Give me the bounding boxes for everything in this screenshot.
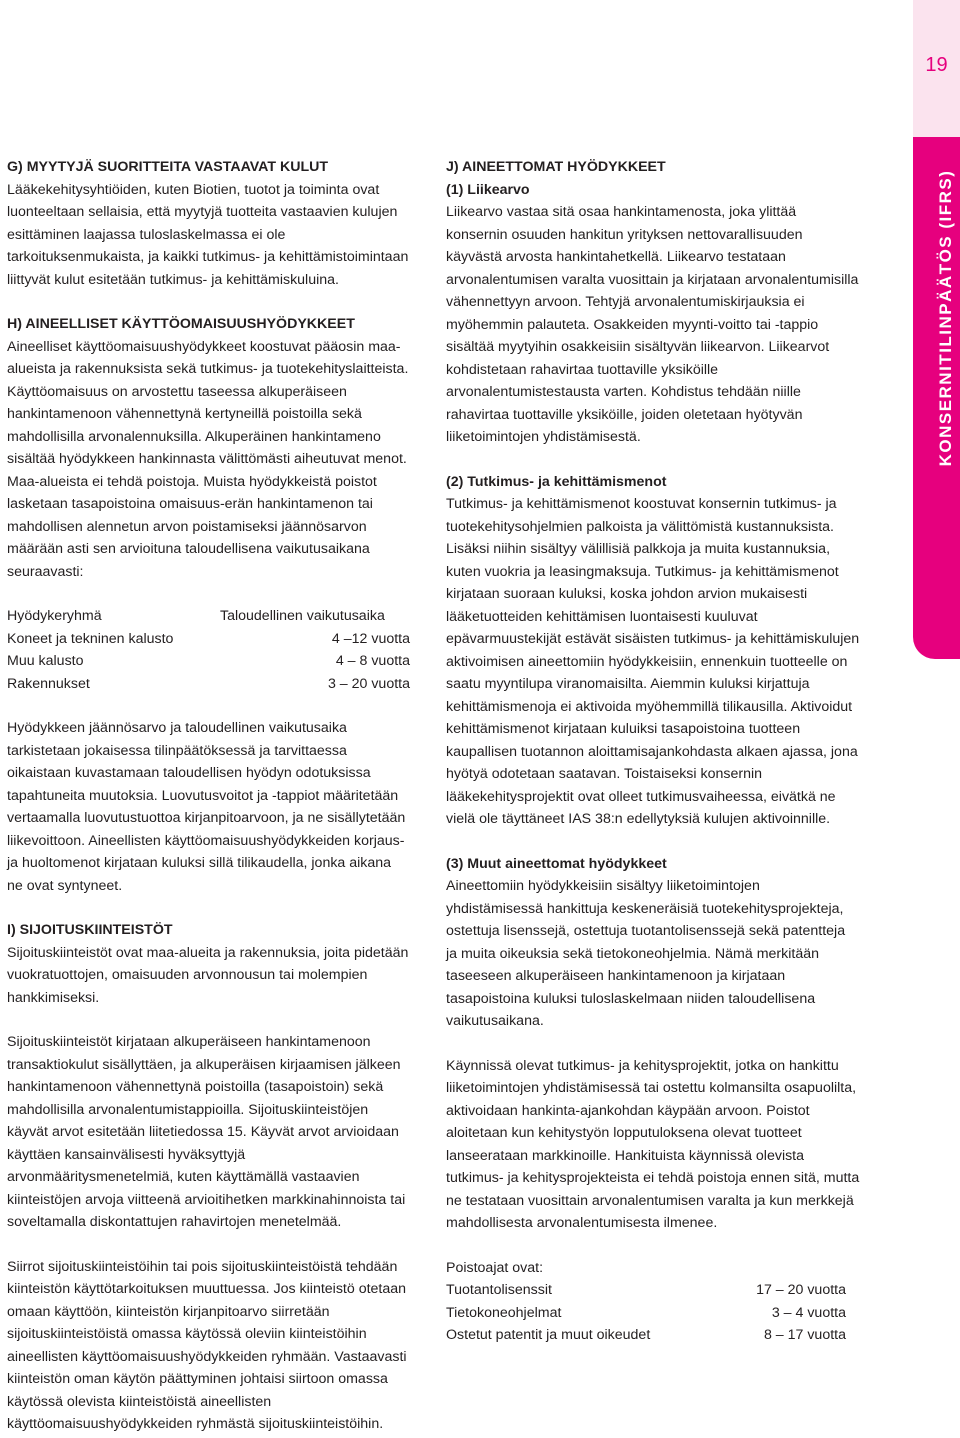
- table-cell: Tietokoneohjelmat: [446, 1304, 562, 1321]
- table-cell: 3 – 20 vuotta: [327, 675, 410, 692]
- table-cell: Tuotantolisenssit: [446, 1282, 552, 1298]
- left-column: [7, 156, 410, 1436]
- heading-i: I) SIJOITUSKIINTEISTÖT: [7, 922, 173, 938]
- table-cell: 4 –12 vuotta: [331, 630, 410, 647]
- table-cell: 3 – 4 vuotta: [771, 1304, 846, 1321]
- heading-j: J) AINEETTOMAT HYÖDYKKEET: [446, 159, 666, 175]
- table-row: [446, 1279, 860, 1302]
- paragraph-g: Lääkekehitysyhtiöiden, kuten Biotien, tuotot ja toiminta ovat luonteeltaan sellaisia, että myytyjä tuotteita vastaavien kulujen esittäminen laajassa tuloslaskelmassa ei ole tarkoituksenmukaista, ja kaikki tutkimus- ja kehittämistoimintaan liittyvät kulut esitetään tutkimus- ja kehittämiskuluina.: [7, 181, 409, 288]
- table-cell: 17 – 20 vuotta: [756, 1282, 846, 1298]
- heading-j1: (1) Liikearvo: [446, 181, 530, 198]
- paragraph-j2: Tutkimus- ja kehittämismenot koostuvat konsernin tutkimus- ja tuotekehitysohjelmien palkoista ja välittömistä kustannuksista. Lisäksi niihin sisältyy välillisiä palkkoja ja muita kustannuksia, kuten vuokria ja leasingmaksuja. Tutkimus- ja kehittämismenot kirjataan suoraan kuluksi, koska johdon arvion mukaisesti lääketuotteiden kehittämisen luontaisesti kuuluvat epävarmuustekijät estävät sisäisten tutkimus- ja kehittämiskulujen aktivoimisen aineettomiin hyödykkeisiin, ennenkuin tuotteelle on saatu myyntilupa viranomaisilta. Aiemmin kuluksi kirjattuja kehittämismenoja ei aktivoida myöhemmillä tilikausilla. Aktivoidut kehittämismenot kirjataan kuluiksi tasapoistoina tuotteen kaupallisen tuotannon aloittamisajankohdasta alkaen ajassa, jona hyötyä odotetaan saatavan. Toistaiseksi konsernin lääkekehitysprojektit ovat olleet tutkimusvaiheessa, eivätkä ne vielä ole täyttäneet IAS 38:n edellytyksiä kulujen aktivoinnille.: [446, 496, 860, 827]
- amortization-table: [446, 1257, 860, 1347]
- table-cell: 4 – 8 vuotta: [335, 653, 410, 669]
- table-row: [7, 650, 410, 673]
- table-header-cell: Hyödykeryhmä: [7, 608, 102, 624]
- heading-h: H) AINEELLISET KÄYTTÖOMAISUUSHYÖDYKKEET: [7, 316, 355, 332]
- table-row: [446, 1324, 860, 1347]
- paragraph-i1: Sijoituskiinteistöt ovat maa-alueita ja rakennuksia, joita pidetään vuokratuottojen, omaisuuden arvonnousun tai molempien hankkimiseksi.: [7, 944, 409, 1006]
- paragraph-h2: Hyödykkeen jäännösarvo ja taloudellinen vaikutusaika tarkistetaan jokaisessa tilinpäätöksessä ja tarvittaessa oikaistaan kuvastamaan taloudellisen hyödyn odotuksissa tapahtuneita muutoksia. Luovutusvoitot ja -tappiot määritetään vertaamalla luovutustuottoa kirjanpitoarvoon, ja ne sisällytetään liikevoittoon. Aineellisten käyttöomaisuushyödykkeiden korjaus- ja huoltomenot kirjataan kuluksi sillä tilikaudella, jonka aikana ne ovat syntyneet.: [7, 720, 406, 894]
- table-row: [7, 673, 410, 696]
- paragraph-j3b: Käynnissä olevat tutkimus- ja kehitysprojektit, jotka on hankittu liiketoimintojen yhdistämisessä tai ostettu kolmansilta osapuolilta, aktivoidaan hankinta-ajankohdan käypään arvoon. Poistot aloitetaan kun kehitystyön lopputuloksena olevat tuotteet lanseerataan markkinoille. Hankituista käynnissä olevista tutkimus- ja kehitysprojekteista ei tehdä poistoja ennen sitä, mutta ne testataan vuosittain arvonalentumisen varalta ja kun merkkejä mahdollisesta arvonalentumisesta ilmenee.: [446, 1057, 860, 1231]
- paragraph-i2: Sijoituskiinteistöt kirjataan alkuperäiseen hankintamenoon transaktiokulut sisällyttäen, ja alkuperäisen kirjaamisen jälkeen hankintamenoon vähennettynä poistoilla (tasapoistoin) sekä mahdollisilla arvonalentumistappioilla. Sijoituskiinteistöjen käyvät arvot esitetään liitetiedossa 15. Käyvät arvot arvioidaan käyttäen kansainvälisesti hyväksyttyjä arvonmääritysmenetelmiä, kuten käyttämällä vastaavien kiinteistöjen arvoja viitteenä arvioitihetken markkinahinnoista tai soveltamalla diskontattujen rahavirtojen menetelmää.: [7, 1034, 406, 1230]
- heading-j2: (2) Tutkimus- ja kehittämismenot: [446, 473, 667, 490]
- table-cell: Muu kalusto: [7, 653, 84, 669]
- table-row: [7, 628, 410, 651]
- heading-j3: (3) Muut aineettomat hyödykkeet: [446, 855, 667, 872]
- paragraph-h: Aineelliset käyttöomaisuushyödykkeet koostuvat pääosin maa-alueista ja rakennuksista sekä tutkimus- ja tuotekehityslaitteista. Käyttöomaisuus on arvostettu taseessa alkuperäiseen hankintamenoon vähennettynä kertyneillä poistoilla sekä mahdollisilla arvonalennuksilla. Alkuperäinen hankintameno sisältää hyödykkeen hankinnasta välittömästi aiheutuvat menot. Maa-alueista ei tehdä poistoja. Muista hyödykkeistä poistot lasketaan tasapoistoina omaisuus-erän hankintamenon tai mahdollisen alennetun arvon poistamiseksi jäännösarvon määrään asti sen arvioituna taloudellisena vaikutusaikana seuraavasti:: [7, 338, 409, 580]
- paragraph-j1: Liikearvo vastaa sitä osaa hankintamenosta, joka ylittää konsernin osuuden hankitun yrityksen nettovarallisuuden käyvästä arvosta hankintahetkellä. Liikearvo testataan arvonalentumisen varalta vuosittain ja kirjataan arvonalentumisilla vähennettyyn arvoon. Tehtyjä arvonalentumiskirjauksia ei myöhemmin palauteta. Osakkeiden myynti-voitto tai -tappio sisältää myytyihin osakkeisiin sisältyvän liikearvon. Liikearvot kohdistetaan rahavirtaa tuottaville yksiköille arvonalentumistestausta varten. Kohdistus tehdään niille rahavirtaa tuottaville yksiköille, joiden oletetaan hyötyvän liiketoimintojen yhdistämisestä.: [446, 204, 859, 445]
- table-cell: Koneet ja tekninen kalusto: [7, 630, 174, 647]
- table-caption: Poistoajat ovat:: [446, 1259, 544, 1276]
- heading-g: G) MYYTYJÄ SUORITTEITA VASTAAVAT KULUT: [7, 159, 329, 175]
- table-cell: Rakennukset: [7, 675, 90, 692]
- table-cell: Ostetut patentit ja muut oikeudet: [446, 1327, 651, 1343]
- paragraph-j3: Aineettomiin hyödykkeisiin sisältyy liiketoimintojen yhdistämisessä hankittuja keskeneräisiä tuotekehitysprojekteja, ostettuja lisenssejä, ostettuja tuotantolisenssejä sekä patentteja ja muita oikeuksia sekä tietokoneohjelmia. Nämä merkitään taseeseen alkuperäiseen hankintamenoon ja kirjataan tasapoistoina kuluksi tuloslaskelmaan niiden taloudellisena vaikutusaikana.: [446, 878, 846, 1029]
- paragraph-i3: Siirrot sijoituskiinteistöihin tai pois sijoituskiinteistöistä tehdään kiinteistön käyttötarkoituksen muuttuessa. Jos kiinteistö otetaan omaan käyttöön, kiinteistön kirjanpitoarvo siirretään sijoituskiinteistöistä omassa käytössä oleviin kiinteistöihin aineellisten käyttöomaisuushyödykkeiden ryhmään. Vastaavasti kiinteistön oman käytön päättyminen johtaisi siirtoon omassa käytössä olevista kiinteistöistä aineellisten käyttöomaisuushyödykkeiden ryhmästä sijoituskiinteistöihin.: [7, 1258, 407, 1432]
- table-header-cell: Taloudellinen vaikutusaika: [220, 608, 385, 624]
- table-row: [446, 1302, 860, 1325]
- useful-life-table: [7, 605, 410, 695]
- section-side-label: KONSERNITILINPÄÄTÖS (IFRS): [936, 169, 955, 467]
- table-header-row: [7, 605, 410, 628]
- right-column: [446, 156, 860, 1347]
- table-cell: 8 – 17 vuotta: [763, 1327, 846, 1343]
- page-number: 19: [925, 54, 948, 76]
